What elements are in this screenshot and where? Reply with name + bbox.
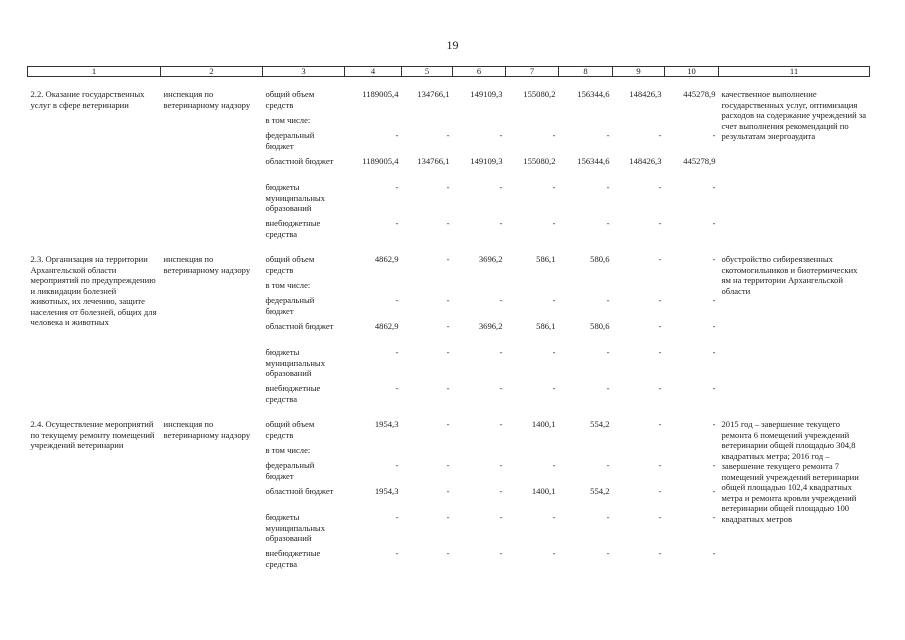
amount-cell [402, 443, 453, 458]
amount-cell: 1189005,4 [362, 156, 399, 166]
amount-cell: - [499, 295, 503, 305]
amount-cell [613, 443, 665, 458]
amount-cell: - [606, 182, 610, 192]
amount-cell: - [658, 347, 662, 357]
result-cell: 2015 год – завершение текущего ремонта 6 помещений учреждений ветеринарии общей площадью 304,8 квадратных метра; 2016 год – завершение текущего ремонта 7 помещений учреждений ветеринарии общей площадью 102,4 квадратных метра и ремонта кровли учреждений ветеринарии общей площадью 100 квадратных метров [721, 419, 859, 524]
header-cell: 3 [263, 67, 345, 77]
amount-cell [559, 443, 613, 458]
amount-cell: - [446, 383, 450, 393]
amount-cell: - [712, 218, 716, 228]
amount-cell: - [658, 512, 662, 522]
amount-cell: - [446, 512, 450, 522]
funding-source-cell: общий объем средств [265, 89, 315, 110]
amount-cell [453, 113, 506, 128]
funding-source-cell: внебюджетные средства [265, 218, 321, 239]
amount-cell: - [446, 321, 450, 331]
amount-cell: - [552, 130, 556, 140]
executor-cell: инспекция по ветеринарному надзору [163, 89, 251, 110]
header-cell: 8 [559, 67, 613, 77]
amount-cell: - [658, 295, 662, 305]
header-cell: 7 [506, 67, 559, 77]
amount-cell: 156344,6 [577, 89, 610, 99]
amount-cell: - [499, 383, 503, 393]
header-cell: 9 [613, 67, 665, 77]
amount-cell [453, 278, 506, 293]
amount-cell [665, 278, 719, 293]
amount-cell: - [658, 130, 662, 140]
amount-cell [402, 278, 453, 293]
amount-cell: - [499, 460, 503, 470]
amount-cell: - [446, 419, 450, 429]
amount-cell: - [395, 295, 399, 305]
program-table [27, 66, 870, 572]
amount-cell: - [712, 182, 716, 192]
funding-source-cell: бюджеты муниципальных образований [265, 182, 325, 213]
amount-cell: - [658, 321, 662, 331]
amount-cell: 155080,2 [523, 156, 556, 166]
task-cell: 2.2. Оказание государственных услуг в сфере ветеринарии [30, 89, 145, 110]
amount-cell: - [712, 130, 716, 140]
amount-cell [665, 443, 719, 458]
amount-cell: 148426,3 [629, 89, 662, 99]
amount-cell: - [658, 383, 662, 393]
amount-cell: - [606, 460, 610, 470]
header-cell: 5 [402, 67, 453, 77]
amount-cell: 1189005,4 [362, 89, 399, 99]
amount-cell [506, 443, 559, 458]
amount-cell: - [446, 548, 450, 558]
spacer-cell [28, 407, 870, 417]
amount-cell: 586,1 [536, 254, 556, 264]
amount-cell [506, 278, 559, 293]
amount-cell: 1954,3 [374, 486, 399, 496]
amount-cell: 155080,2 [523, 89, 556, 99]
amount-cell [345, 113, 402, 128]
amount-cell: - [395, 182, 399, 192]
amount-cell: - [446, 254, 450, 264]
amount-cell: - [712, 419, 716, 429]
result-cell: качественное выполнение государственных услуг, оптимизация расходов на содержание учреждений за счет выполнения рекомендаций по результатам энергоаудита [721, 89, 867, 141]
executor-cell: инспекция по ветеринарному надзору [163, 254, 251, 275]
amount-cell: 4862,9 [374, 254, 399, 264]
amount-cell: 3696,2 [478, 254, 503, 264]
amount-cell [559, 278, 613, 293]
header-cell: 6 [453, 67, 506, 77]
table-row [28, 87, 870, 113]
spacer-row [28, 242, 870, 252]
page-number: 19 [446, 38, 459, 52]
amount-cell: - [552, 347, 556, 357]
amount-cell: - [712, 486, 716, 496]
header-cell: 4 [345, 67, 402, 77]
amount-cell: - [712, 512, 716, 522]
amount-cell: - [395, 383, 399, 393]
amount-cell: 445278,9 [683, 156, 716, 166]
funding-source-cell: общий объем средств [265, 254, 315, 275]
table-row [28, 252, 870, 278]
amount-cell: - [446, 460, 450, 470]
spacer-row [28, 407, 870, 417]
amount-cell: - [552, 512, 556, 522]
amount-cell: - [499, 419, 503, 429]
funding-source-cell: федеральный бюджет [265, 295, 315, 316]
amount-cell: - [606, 383, 610, 393]
amount-cell: - [446, 486, 450, 496]
funding-source-cell: бюджеты муниципальных образований [265, 512, 325, 543]
amount-cell: - [446, 347, 450, 357]
amount-cell: - [658, 254, 662, 264]
amount-cell: - [658, 548, 662, 558]
table-row [28, 417, 870, 443]
amount-cell: - [446, 130, 450, 140]
amount-cell [453, 443, 506, 458]
amount-cell: 149109,3 [470, 89, 503, 99]
funding-source-cell: в том числе: [265, 115, 311, 125]
amount-cell: 1400,1 [531, 419, 556, 429]
spacer-cell [28, 77, 870, 88]
amount-cell: - [499, 486, 503, 496]
amount-cell: - [395, 347, 399, 357]
funding-source-cell: общий объем средств [265, 419, 315, 440]
amount-cell: - [606, 512, 610, 522]
funding-source-cell: внебюджетные средства [265, 383, 321, 404]
amount-cell: - [658, 460, 662, 470]
amount-cell: - [658, 419, 662, 429]
spacer-cell [28, 242, 870, 252]
funding-source-cell: бюджеты муниципальных образований [265, 347, 325, 378]
spacer-row [28, 77, 870, 88]
amount-cell: - [712, 295, 716, 305]
amount-cell: 149109,3 [470, 156, 503, 166]
amount-cell: - [606, 218, 610, 228]
amount-cell: - [446, 295, 450, 305]
amount-cell: - [446, 182, 450, 192]
header-cell: 11 [719, 67, 870, 77]
amount-cell: - [712, 383, 716, 393]
amount-cell: - [395, 548, 399, 558]
amount-cell: 554,2 [590, 419, 610, 429]
amount-cell: - [552, 383, 556, 393]
amount-cell: - [712, 347, 716, 357]
amount-cell: - [499, 347, 503, 357]
funding-source-cell: областной бюджет [265, 156, 334, 166]
funding-source-cell: в том числе: [265, 280, 311, 290]
amount-cell: - [606, 548, 610, 558]
amount-cell: - [499, 182, 503, 192]
amount-cell: - [499, 512, 503, 522]
result-cell: обустройство сибиреязвенных скотомогильников и биотермических ям на территории Архангельской области [721, 254, 858, 296]
amount-cell: - [552, 218, 556, 228]
funding-source-cell: федеральный бюджет [265, 460, 315, 481]
amount-cell: - [552, 182, 556, 192]
amount-cell [559, 113, 613, 128]
amount-cell: - [658, 182, 662, 192]
funding-source-cell: в том числе: [265, 445, 311, 455]
amount-cell [613, 113, 665, 128]
amount-cell [345, 278, 402, 293]
amount-cell: - [552, 548, 556, 558]
amount-cell: - [606, 130, 610, 140]
amount-cell: - [552, 460, 556, 470]
amount-cell: - [606, 295, 610, 305]
task-cell: 2.4. Осуществление мероприятий по текущему ремонту помещений учреждений ветеринарии [30, 419, 155, 450]
amount-cell: 134766,1 [417, 89, 450, 99]
amount-cell [345, 443, 402, 458]
amount-cell: 1954,3 [374, 419, 399, 429]
amount-cell: - [499, 548, 503, 558]
amount-cell: - [658, 218, 662, 228]
amount-cell: 134766,1 [417, 156, 450, 166]
amount-cell [613, 278, 665, 293]
amount-cell: - [499, 218, 503, 228]
task-cell: 2.3. Организация на территории Архангельской области мероприятий по предупреждению и ликвидации болезней животных, их лечению, защите населения от болезней, общих для человека и животных [30, 254, 157, 327]
amount-cell: - [395, 218, 399, 228]
amount-cell: - [712, 460, 716, 470]
amount-cell: - [446, 218, 450, 228]
amount-cell [402, 113, 453, 128]
funding-source-cell: федеральный бюджет [265, 130, 315, 151]
amount-cell: 4862,9 [374, 321, 399, 331]
amount-cell: - [606, 347, 610, 357]
header-cell: 2 [161, 67, 263, 77]
amount-cell: 1400,1 [531, 486, 556, 496]
amount-cell: - [395, 460, 399, 470]
amount-cell: 148426,3 [629, 156, 662, 166]
header-cell: 1 [28, 67, 161, 77]
amount-cell: 445278,9 [683, 89, 716, 99]
amount-cell: - [658, 486, 662, 496]
amount-cell: - [712, 548, 716, 558]
amount-cell [506, 113, 559, 128]
funding-source-cell: внебюджетные средства [265, 548, 321, 569]
amount-cell: 554,2 [590, 486, 610, 496]
amount-cell: 586,1 [536, 321, 556, 331]
funding-source-cell: областной бюджет [265, 486, 334, 496]
amount-cell: - [552, 295, 556, 305]
funding-source-cell: областной бюджет [265, 321, 334, 331]
amount-cell: - [712, 321, 716, 331]
amount-cell: - [499, 130, 503, 140]
header-cell: 10 [665, 67, 719, 77]
amount-cell: - [395, 130, 399, 140]
header-row [28, 67, 870, 77]
amount-cell: 580,6 [590, 254, 610, 264]
amount-cell: 156344,6 [577, 156, 610, 166]
amount-cell: - [395, 512, 399, 522]
executor-cell: инспекция по ветеринарному надзору [163, 419, 251, 440]
amount-cell: 580,6 [590, 321, 610, 331]
amount-cell: 3696,2 [478, 321, 503, 331]
amount-cell [665, 113, 719, 128]
amount-cell: - [712, 254, 716, 264]
